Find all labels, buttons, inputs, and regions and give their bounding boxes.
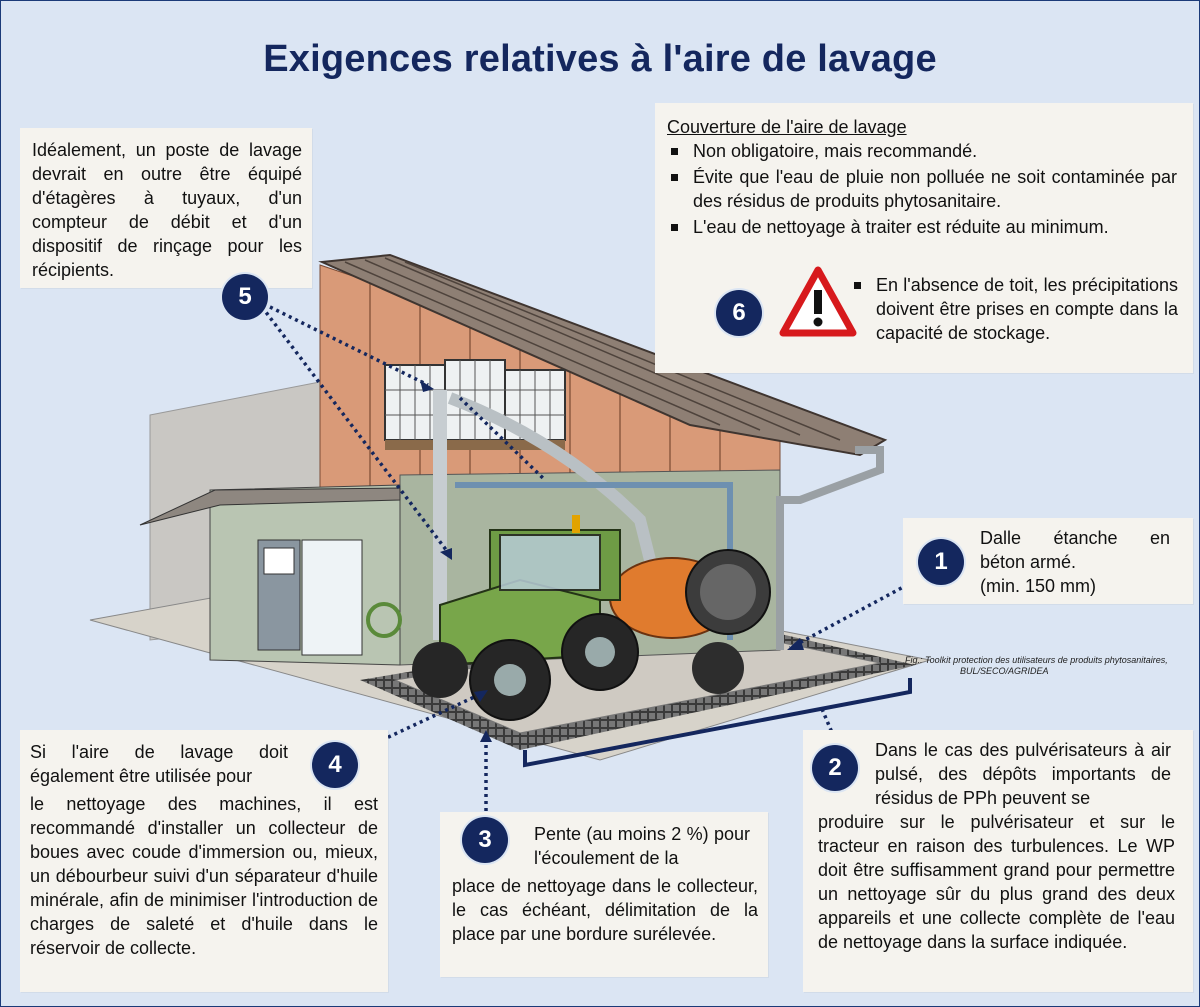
caption-line-1: Fig.: Toolkit protection des utilisateurs de produits phytosanitaires, [905, 655, 1168, 665]
callout-5-text: Idéalement, un poste de lavage devrait en outre être équipé d'étagères à tuyaux, d'un compteur de débit et d'un dispositif de rinçage pour les récipients. [32, 140, 302, 280]
callout-2-badge: 2 [812, 745, 858, 791]
callout-4-body: le nettoyage des machines, il est recommandé d'installer un collecteur de boues avec coude d'immersion ou, mieux, un débourbeur suivi d'un séparateur d'huile minérale, afin de minimiser l'introduction de charges de saleté et d'huile dans le réservoir de collecte. [30, 794, 378, 958]
callout-1-line-3: (min. 150 mm) [980, 576, 1097, 596]
sprayer-wheel [692, 642, 744, 694]
callout-6-item-3: L'eau de nettoyage à traiter est réduite au minimum. [667, 215, 1177, 239]
callout-1-line-2: béton armé. [980, 552, 1077, 572]
figure-caption [905, 655, 1195, 677]
callout-5-box [20, 128, 312, 288]
callout-4-intro: Si l'aire de lavage doit également être utilisée pour [30, 742, 288, 786]
callout-2-body: produire sur le pulvérisateur et sur le tracteur en raison des turbulences. Le WP doit être suffisamment grand pour permettre un nettoyage sûr du plus grand des deux appareils et une collecte complète de l'eau de nettoyage dans la surface indiquée. [818, 812, 1175, 952]
callout-6-item-1: Non obligatoire, mais recommandé. [667, 139, 1177, 163]
callout-2-intro: Dans le cas des pulvérisateurs à air pulsé, des dépôts importants de résidus de PPh peuvent se [875, 740, 1171, 808]
callout-6-list [667, 139, 1177, 239]
callout-2-box [803, 730, 1193, 992]
door-sign [264, 548, 294, 574]
callout-6-item-2: Évite que l'eau de pluie non polluée ne soit contaminée par des résidus de produits phytosanitaire. [667, 165, 1177, 213]
page-title: Exigences relatives à l'aire de lavage [263, 38, 937, 80]
callout-6-heading: Couverture de l'aire de lavage [667, 117, 907, 137]
caption-line-2: BUL/SECO/AGRIDEA [960, 666, 1049, 676]
callout-3-intro: Pente (au moins 2 %) pour l'écoulement de la [534, 824, 750, 868]
callout-6-badge: 6 [716, 290, 762, 336]
callout-4-badge: 4 [312, 742, 358, 788]
callout-6-warning: En l'absence de toit, les précipitations doivent être prises en compte dans la capacité de stockage. [850, 273, 1178, 345]
shed-window [302, 540, 362, 655]
callout-1-badge: 1 [918, 539, 964, 585]
callout-3-body: place de nettoyage dans le collecteur, le cas échéant, délimitation de la place par une bordure surélevée. [452, 876, 758, 944]
callout-1-line-1: Dalle étanche en [980, 528, 1170, 548]
gutter-downpipe [780, 450, 880, 650]
callout-3-badge: 3 [462, 817, 508, 863]
callout-5-badge: 5 [222, 274, 268, 320]
